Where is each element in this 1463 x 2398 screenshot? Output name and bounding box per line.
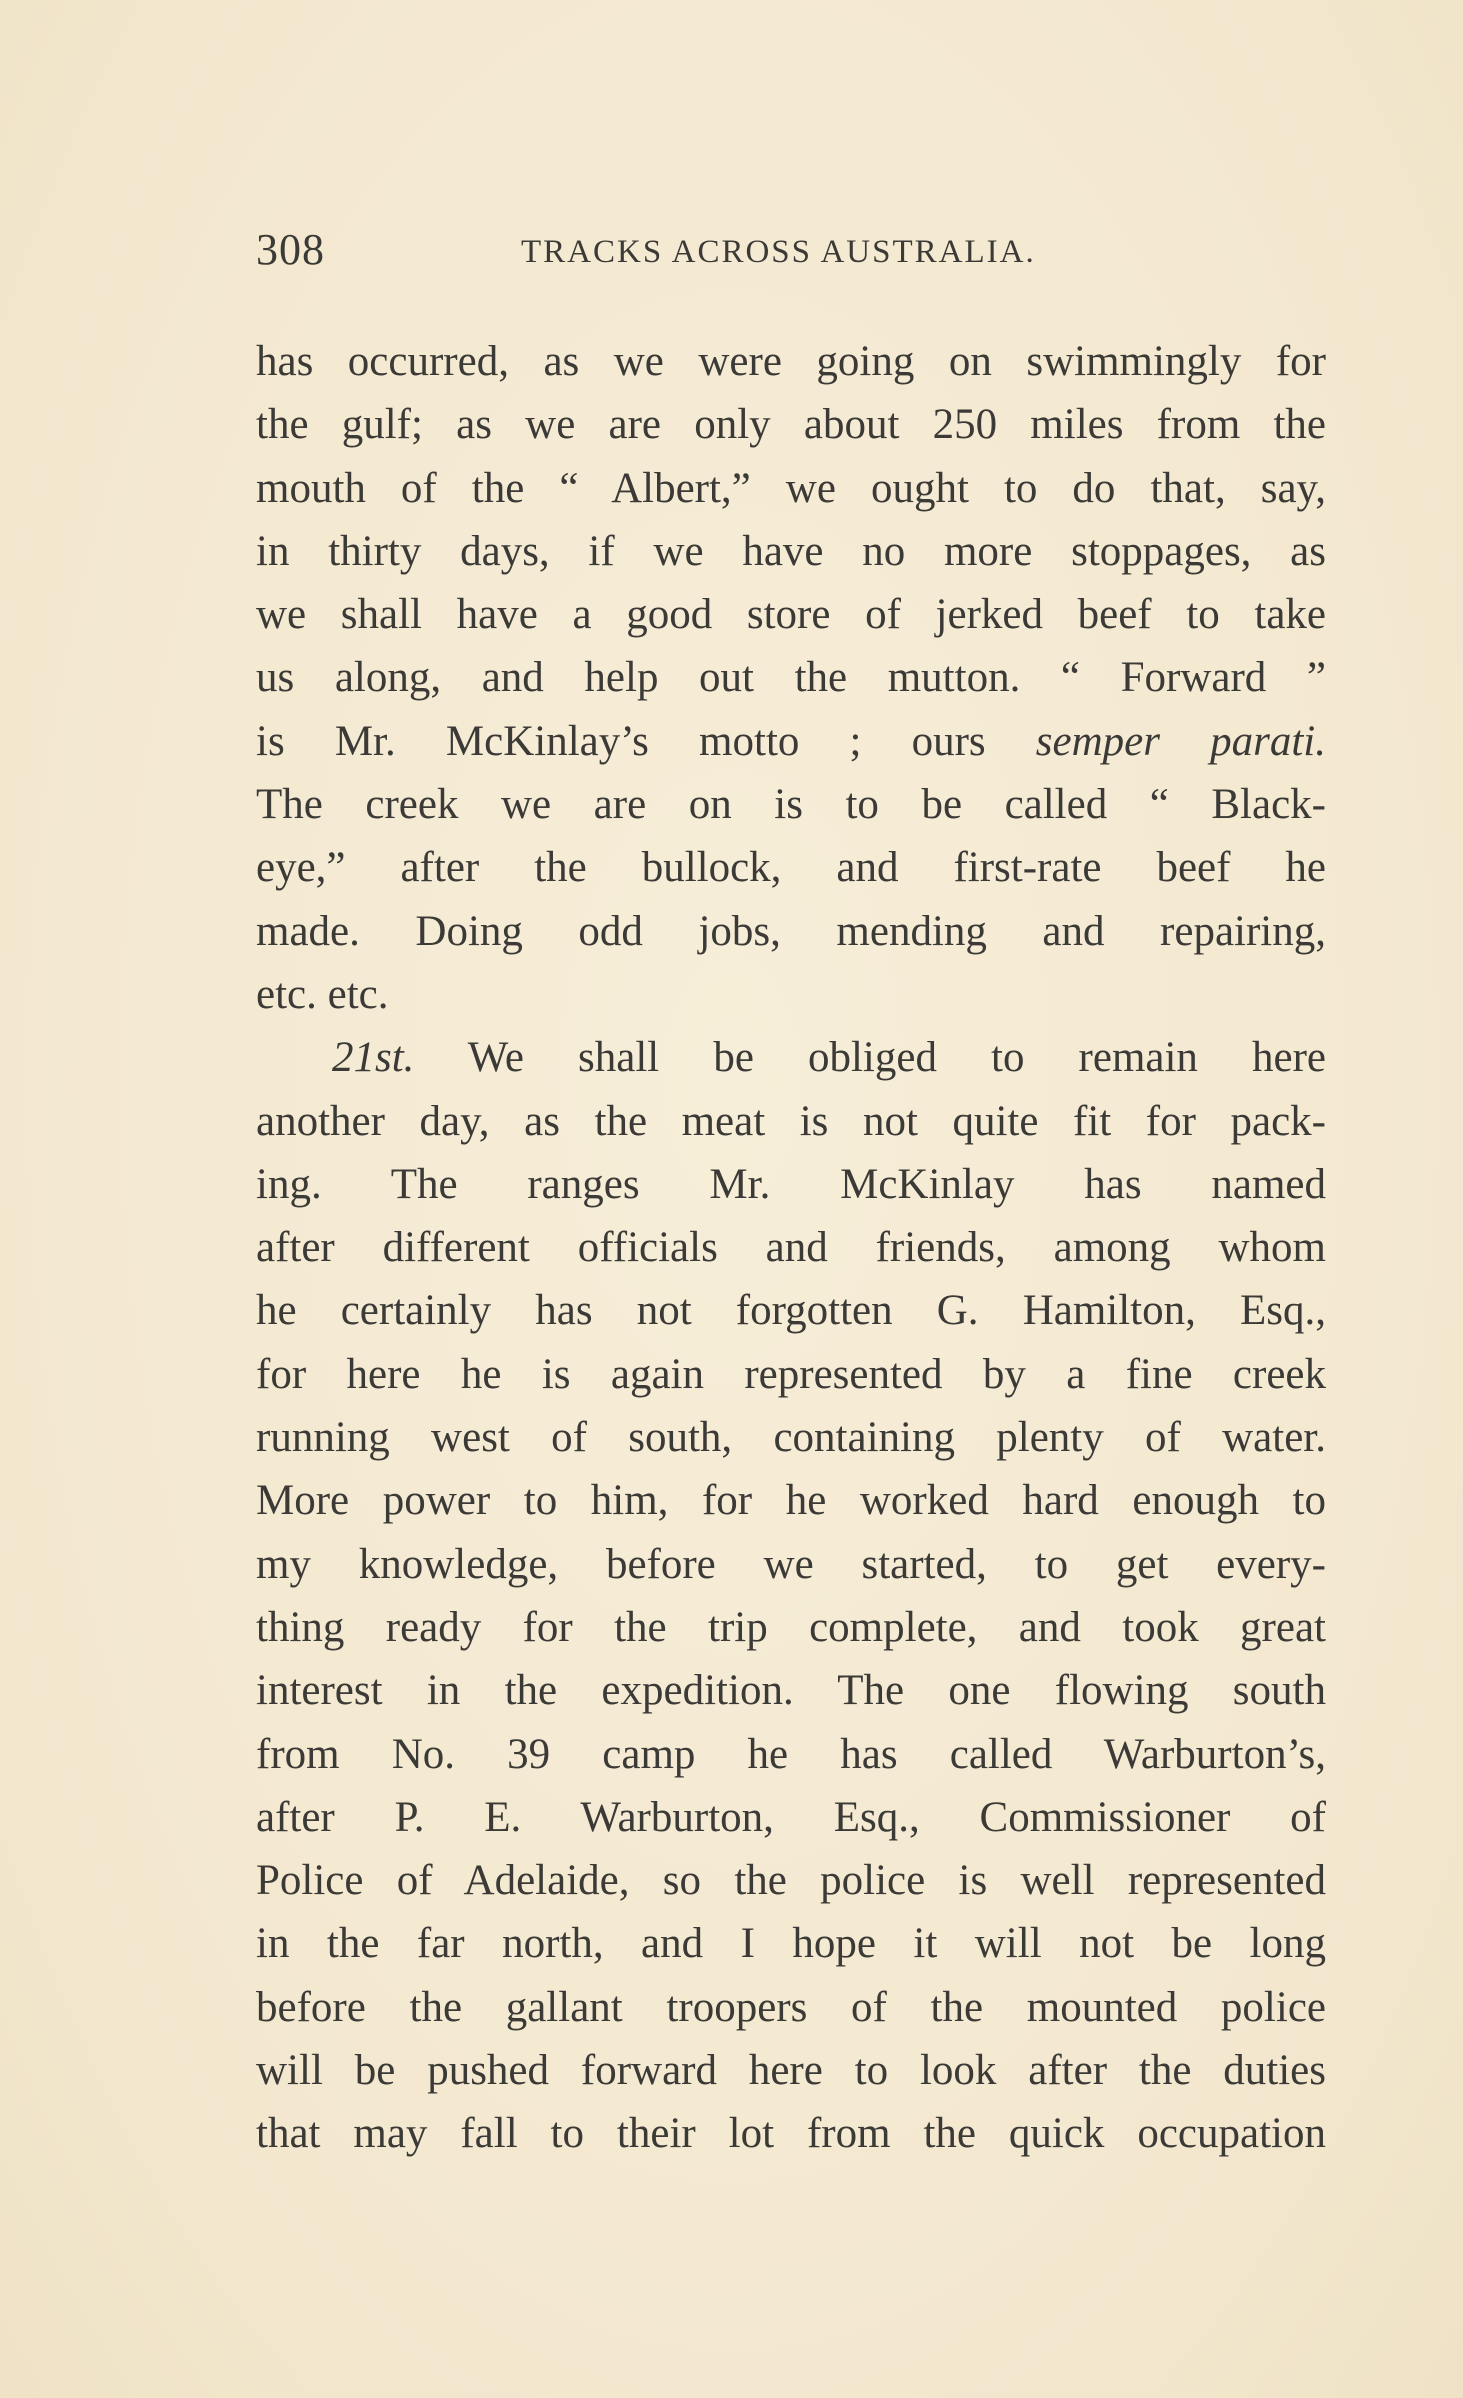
text-line: another day, as the meat is not quite fit for pack- [256, 1097, 1326, 1145]
text-line: The creek we are on is to be called “ Black- [256, 781, 1326, 829]
text-line: will be pushed forward here to look after the duties [256, 2047, 1326, 2095]
text-line: interest in the expedition. The one flowing south [256, 1667, 1326, 1715]
text-line-roman: We shall be obliged to remain here [414, 1034, 1326, 1082]
text-line: Police of Adelaide, so the police is well represented [256, 1857, 1326, 1905]
text-line: made. Doing odd jobs, mending and repairing, [256, 907, 1326, 955]
text-line: mouth of the “ Albert,” we ought to do that, say, [256, 464, 1326, 512]
page-number: 308 [256, 225, 325, 274]
text-line: my knowledge, before we started, to get every- [256, 1540, 1326, 1588]
date-lead: 21st. [332, 1034, 415, 1082]
text-line: we shall have a good store of jerked beef to take [256, 591, 1326, 639]
text-line: has occurred, as we were going on swimmingly for [256, 338, 1326, 385]
text-line: eye,” after the bullock, and first-rate beef he [256, 844, 1326, 892]
text-line: in the far north, and I hope it will not be long [256, 1920, 1326, 1968]
text-line: after P. E. Warburton, Esq., Commissioner of [256, 1793, 1326, 1841]
text-line-roman: is Mr. McKinlay’s motto ; ours [256, 717, 1036, 765]
text-line: thing ready for the trip complete, and took great [256, 1603, 1326, 1651]
text-line [256, 710, 1326, 773]
running-head [256, 222, 1266, 278]
body-text [256, 330, 1326, 2166]
text-line: More power to him, for he worked hard enough to [256, 1477, 1326, 1525]
text-line: us along, and help out the mutton. “ Forward ” [256, 654, 1326, 702]
running-title: TRACKS ACROSS AUSTRALIA. [521, 234, 1036, 270]
text-line: that may fall to their lot from the quick occupation [256, 2110, 1326, 2158]
text-line: for here he is again represented by a fine creek [256, 1350, 1326, 1398]
text-line: he certainly has not forgotten G. Hamilton, Esq., [256, 1287, 1326, 1335]
text-line: before the gallant troopers of the mounted police [256, 1983, 1326, 2031]
italic-phrase: semper parati. [1035, 717, 1326, 765]
text-line: in thirty days, if we have no more stoppages, as [256, 527, 1326, 575]
text-line [256, 1026, 1326, 1089]
text-line: the gulf; as we are only about 250 miles from the [256, 401, 1326, 449]
text-line: from No. 39 camp he has called Warburton’s, [256, 1730, 1326, 1778]
text-line: etc. etc. [256, 970, 389, 1018]
text-line: ing. The ranges Mr. McKinlay has named [256, 1160, 1326, 1208]
text-line: after different officials and friends, among whom [256, 1224, 1326, 1272]
text-line: running west of south, containing plenty of water. [256, 1414, 1326, 1462]
